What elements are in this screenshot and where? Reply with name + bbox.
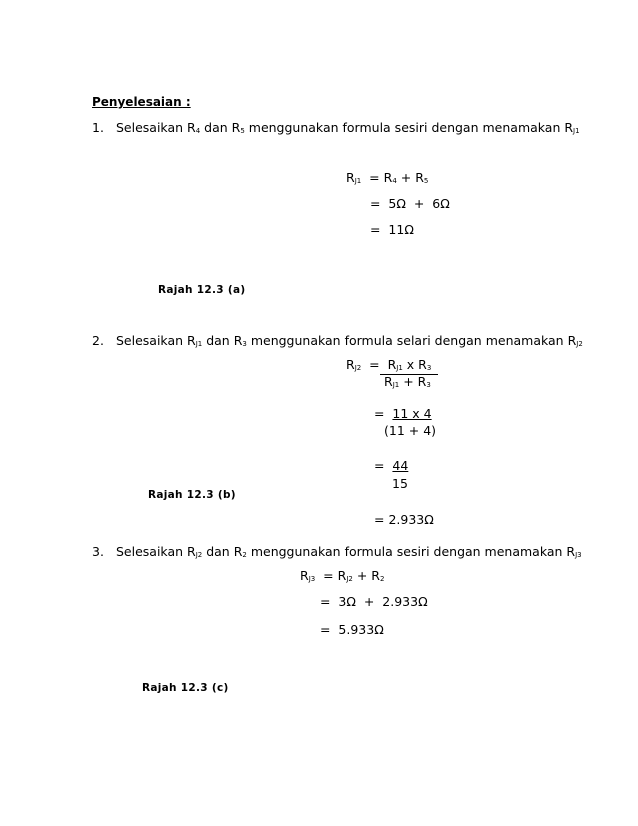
calc-2-num-b: x R	[402, 357, 427, 372]
calc-2-den-b: + R	[399, 374, 427, 389]
step-1-number: 1.	[92, 120, 104, 135]
calc-2-line-1	[346, 357, 431, 373]
calc-2-step-3-denominator: 15	[392, 476, 408, 491]
calc-1-eq-b: + R	[396, 170, 424, 185]
calc-2-den-sub-a: J1	[392, 381, 400, 389]
step-1-sub-c: J1	[573, 127, 580, 135]
calc-2-den-a: R	[384, 374, 393, 389]
calc-2-step-2-denominator: (11 + 4)	[384, 423, 437, 438]
step-1-text-c: menggunakan formula sesiri dengan menamakan R	[244, 120, 574, 135]
step-3-number: 3.	[92, 544, 104, 559]
step-3-text-a: Selesaikan R	[116, 544, 196, 559]
step-1-sub-a: 4	[195, 127, 201, 135]
calc-1-sub-a: 4	[392, 177, 397, 185]
step-3-sub-c: J3	[575, 551, 582, 559]
step-2-number: 2.	[92, 333, 104, 348]
step-3-text-c: menggunakan formula sesiri dengan menamakan R	[246, 544, 576, 559]
step-2-text-c: menggunakan formula selari dengan menamakan R	[246, 333, 577, 348]
calc-1-lhs-sub: J1	[354, 177, 362, 185]
calc-2-lhs: R	[346, 357, 355, 372]
calc-3-lhs-sub: J3	[308, 575, 316, 583]
calc-2-step-2-numerator: 11 x 4	[392, 406, 432, 421]
calc-3-sub-b: 2	[379, 575, 385, 583]
step-1-text-a: Selesaikan R	[116, 120, 196, 135]
calc-2-step-3-numerator: 44	[392, 458, 409, 473]
calc-1-sub-b: 5	[423, 177, 429, 185]
calc-2-num-sub-b: 3	[426, 364, 432, 372]
calc-3-line-3: = 5.933Ω	[320, 622, 384, 637]
step-1-text-b: dan R	[200, 120, 241, 135]
step-1-sub-b: 5	[240, 127, 245, 135]
step-3-instruction	[92, 544, 582, 560]
calc-2-lhs-sub: J2	[354, 364, 362, 372]
calc-1-lhs: R	[346, 170, 355, 185]
step-2-text-a: Selesaikan R	[116, 333, 196, 348]
step-2-sub-c: J2	[576, 340, 583, 348]
step-2-text-b: dan R	[202, 333, 243, 348]
calc-1-line-2: = 5Ω + 6Ω	[370, 196, 450, 211]
step-3-text-b: dan R	[202, 544, 243, 559]
step-2-instruction	[92, 333, 583, 349]
calc-3-eq-b: + R	[352, 568, 380, 583]
calc-2-step-3-eq: =	[374, 458, 393, 473]
step-2-sub-b: 3	[242, 340, 247, 348]
calc-2-step-3	[374, 458, 408, 474]
calc-1-line-3: = 11Ω	[370, 222, 414, 237]
calc-2-eq-sign: =	[361, 357, 388, 372]
calc-3-sub-a: J2	[346, 575, 353, 583]
calc-2-result: = 2.933Ω	[374, 512, 434, 527]
calc-2-step-2-eq: =	[374, 406, 393, 421]
calc-2-num-sub-a: J1	[396, 364, 403, 372]
caption-a: Rajah 12.3 (a)	[158, 284, 246, 296]
calc-2-denominator	[384, 374, 431, 390]
calc-1-line-1	[346, 170, 428, 186]
step-3-sub-b: 2	[242, 551, 247, 559]
calc-3-eq-a: = R	[315, 568, 347, 583]
calc-3-line-2: = 3Ω + 2.933Ω	[320, 594, 428, 609]
calc-3-line-1	[300, 568, 384, 584]
step-2-sub-a: J1	[195, 340, 203, 348]
calc-3-lhs: R	[300, 568, 309, 583]
calc-2-den-sub-b: 3	[426, 381, 431, 389]
step-3-sub-a: J2	[195, 551, 203, 559]
calc-2-step-2	[374, 406, 432, 422]
caption-c: Rajah 12.3 (c)	[142, 682, 229, 694]
calc-1-eq-a: = R	[361, 170, 393, 185]
caption-b: Rajah 12.3 (b)	[148, 489, 236, 501]
step-1-instruction	[92, 120, 580, 136]
solution-heading: Penyelesaian :	[92, 95, 191, 109]
calc-2-num-a: R	[387, 357, 397, 372]
